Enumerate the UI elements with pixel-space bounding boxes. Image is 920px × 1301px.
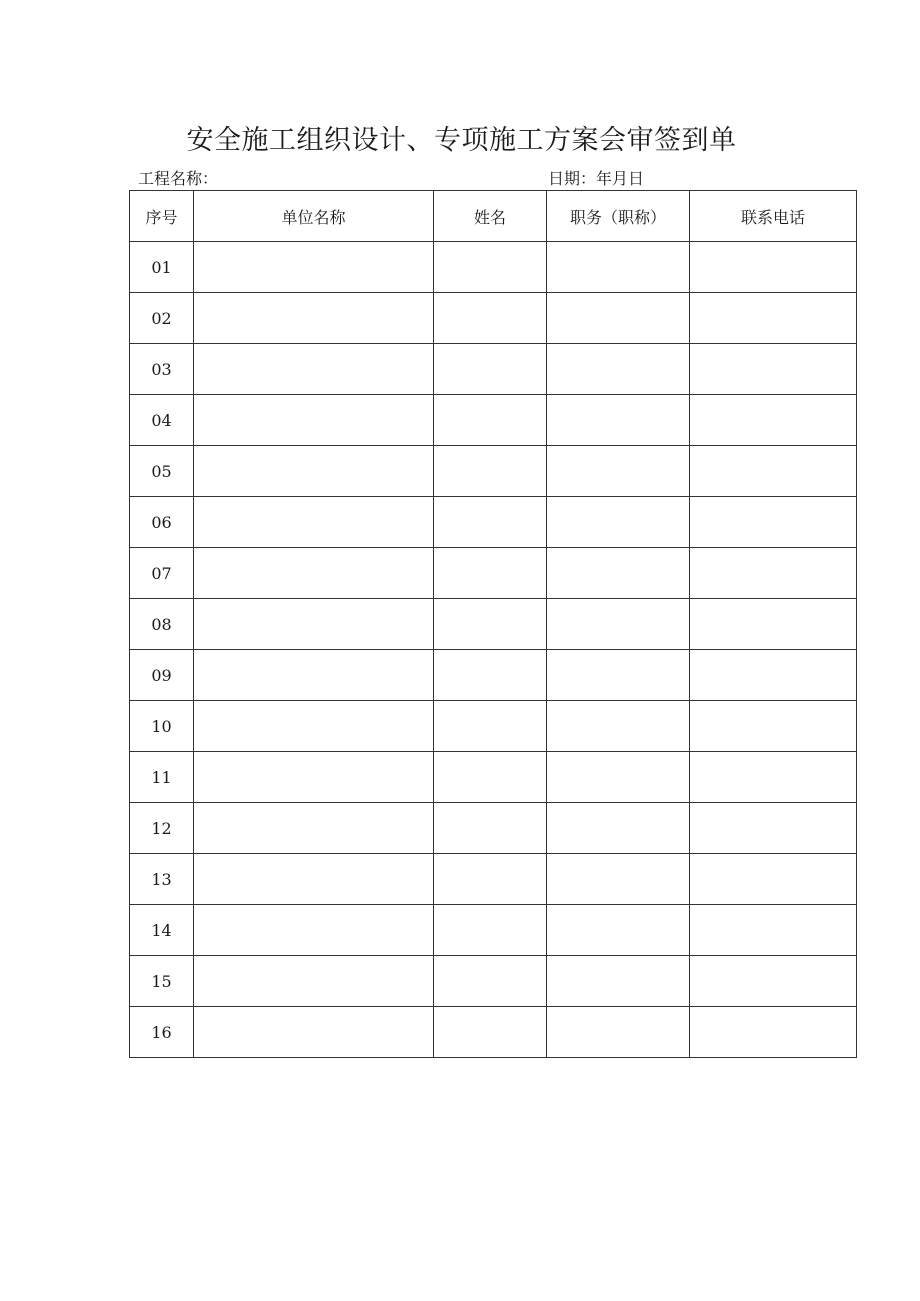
phone-cell[interactable] <box>690 905 857 956</box>
serial-number-cell: 09 <box>130 650 194 701</box>
organization-cell[interactable] <box>194 803 434 854</box>
organization-cell[interactable] <box>194 497 434 548</box>
phone-cell[interactable] <box>690 701 857 752</box>
organization-cell[interactable] <box>194 599 434 650</box>
organization-cell[interactable] <box>194 956 434 1007</box>
position-cell[interactable] <box>547 446 690 497</box>
phone-cell[interactable] <box>690 548 857 599</box>
table-row <box>130 650 857 701</box>
phone-cell[interactable] <box>690 446 857 497</box>
phone-cell[interactable] <box>690 1007 857 1058</box>
position-cell[interactable] <box>547 701 690 752</box>
serial-number-cell: 01 <box>130 242 194 293</box>
phone-cell[interactable] <box>690 599 857 650</box>
serial-number-cell: 12 <box>130 803 194 854</box>
name-cell[interactable] <box>434 599 547 650</box>
name-cell[interactable] <box>434 1007 547 1058</box>
phone-cell[interactable] <box>690 242 857 293</box>
phone-cell[interactable] <box>690 344 857 395</box>
name-cell[interactable] <box>434 242 547 293</box>
serial-number-cell: 07 <box>130 548 194 599</box>
header-serial-number: 序号 <box>130 191 194 242</box>
serial-number-cell: 16 <box>130 1007 194 1058</box>
table-row <box>130 854 857 905</box>
position-cell[interactable] <box>547 854 690 905</box>
table-row <box>130 752 857 803</box>
table-row <box>130 395 857 446</box>
phone-cell[interactable] <box>690 752 857 803</box>
serial-number-cell: 04 <box>130 395 194 446</box>
position-cell[interactable] <box>547 752 690 803</box>
table-row <box>130 344 857 395</box>
organization-cell[interactable] <box>194 242 434 293</box>
organization-cell[interactable] <box>194 446 434 497</box>
organization-cell[interactable] <box>194 905 434 956</box>
name-cell[interactable] <box>434 446 547 497</box>
position-cell[interactable] <box>547 905 690 956</box>
name-cell[interactable] <box>434 854 547 905</box>
serial-number-cell: 03 <box>130 344 194 395</box>
phone-cell[interactable] <box>690 956 857 1007</box>
table-body <box>130 242 857 1058</box>
organization-cell[interactable] <box>194 548 434 599</box>
position-cell[interactable] <box>547 548 690 599</box>
table-row <box>130 599 857 650</box>
table-row <box>130 905 857 956</box>
serial-number-cell: 13 <box>130 854 194 905</box>
organization-cell[interactable] <box>194 854 434 905</box>
table-row <box>130 548 857 599</box>
phone-cell[interactable] <box>690 650 857 701</box>
organization-cell[interactable] <box>194 650 434 701</box>
serial-number-cell: 14 <box>130 905 194 956</box>
position-cell[interactable] <box>547 1007 690 1058</box>
organization-cell[interactable] <box>194 752 434 803</box>
serial-number-cell: 06 <box>130 497 194 548</box>
name-cell[interactable] <box>434 650 547 701</box>
table-row <box>130 1007 857 1058</box>
position-cell[interactable] <box>547 956 690 1007</box>
name-cell[interactable] <box>434 905 547 956</box>
name-cell[interactable] <box>434 803 547 854</box>
serial-number-cell: 15 <box>130 956 194 1007</box>
project-name-label: 工程名称： <box>138 169 219 188</box>
date-label: 日期：年月日 <box>548 169 645 188</box>
organization-cell[interactable] <box>194 1007 434 1058</box>
phone-cell[interactable] <box>690 854 857 905</box>
table-row <box>130 956 857 1007</box>
name-cell[interactable] <box>434 293 547 344</box>
name-cell[interactable] <box>434 395 547 446</box>
position-cell[interactable] <box>547 395 690 446</box>
phone-cell[interactable] <box>690 293 857 344</box>
table-row <box>130 446 857 497</box>
organization-cell[interactable] <box>194 395 434 446</box>
organization-cell[interactable] <box>194 344 434 395</box>
name-cell[interactable] <box>434 548 547 599</box>
serial-number-cell: 05 <box>130 446 194 497</box>
position-cell[interactable] <box>547 650 690 701</box>
table-row <box>130 242 857 293</box>
organization-cell[interactable] <box>194 701 434 752</box>
name-cell[interactable] <box>434 701 547 752</box>
name-cell[interactable] <box>434 344 547 395</box>
page-title: 安全施工组织设计、专项施工方案会审签到单 <box>186 125 737 156</box>
phone-cell[interactable] <box>690 395 857 446</box>
phone-cell[interactable] <box>690 803 857 854</box>
serial-number-cell: 11 <box>130 752 194 803</box>
table-header-row <box>130 191 857 242</box>
position-cell[interactable] <box>547 803 690 854</box>
position-cell[interactable] <box>547 344 690 395</box>
name-cell[interactable] <box>434 956 547 1007</box>
position-cell[interactable] <box>547 497 690 548</box>
sign-in-table <box>129 190 857 1058</box>
name-cell[interactable] <box>434 497 547 548</box>
organization-cell[interactable] <box>194 293 434 344</box>
table-row <box>130 497 857 548</box>
table-row <box>130 701 857 752</box>
serial-number-cell: 10 <box>130 701 194 752</box>
header-position: 职务（职称） <box>547 191 690 242</box>
position-cell[interactable] <box>547 293 690 344</box>
phone-cell[interactable] <box>690 497 857 548</box>
position-cell[interactable] <box>547 599 690 650</box>
table-row <box>130 803 857 854</box>
header-name: 姓名 <box>434 191 547 242</box>
header-organization: 单位名称 <box>194 191 434 242</box>
header-phone: 联系电话 <box>690 191 857 242</box>
table-row <box>130 293 857 344</box>
position-cell[interactable] <box>547 242 690 293</box>
serial-number-cell: 08 <box>130 599 194 650</box>
name-cell[interactable] <box>434 752 547 803</box>
serial-number-cell: 02 <box>130 293 194 344</box>
